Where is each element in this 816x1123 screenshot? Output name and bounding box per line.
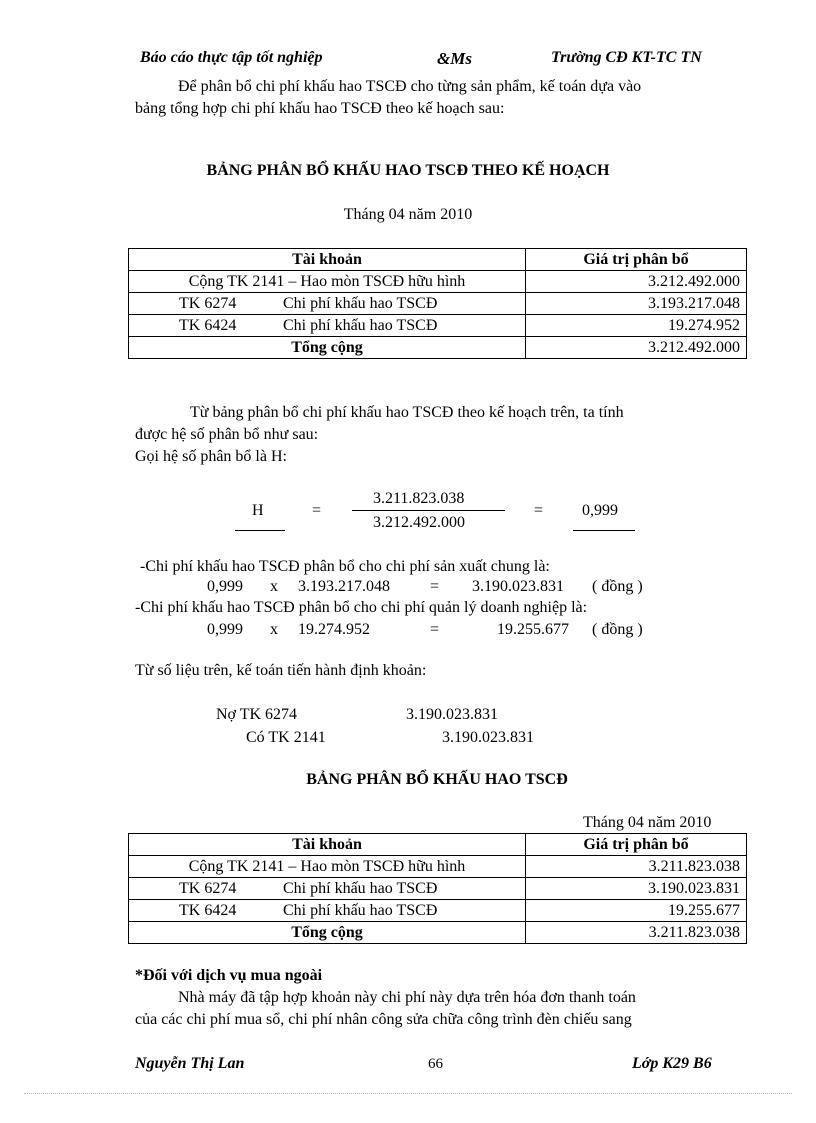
formula-equals-1: = bbox=[312, 502, 322, 519]
table-row bbox=[129, 856, 747, 878]
alloc-item2-x: x bbox=[270, 621, 278, 638]
formula-numerator: 3.211.823.038 bbox=[373, 490, 465, 507]
table2-row3-value: 19.255.677 bbox=[526, 900, 747, 922]
table2 bbox=[128, 833, 747, 944]
services-heading: *Đối với dịch vụ mua ngoài bbox=[135, 967, 323, 984]
table-row bbox=[129, 271, 747, 293]
table1-row1-account: Cộng TK 2141 – Hao mòn TSCĐ hữu hình bbox=[129, 271, 526, 293]
table1-period: Tháng 04 năm 2010 bbox=[343, 206, 473, 223]
alloc-item2-label: -Chi phí khấu hao TSCĐ phân bổ cho chi phí quản lý doanh nghiệp là: bbox=[135, 599, 588, 616]
alloc-item2-base: 19.274.952 bbox=[298, 621, 370, 638]
table1-row3-code: TK 6424 bbox=[179, 317, 237, 334]
formula-result: 0,999 bbox=[582, 502, 618, 519]
header-report-title: Báo cáo thực tập tốt nghiệp bbox=[140, 49, 323, 66]
entry-debit-label: Nợ TK 6274 bbox=[216, 706, 298, 723]
table1-row3-value: 19.274.952 bbox=[526, 315, 747, 337]
table2-row2-desc: Chi phí khấu hao TSCĐ bbox=[283, 880, 438, 897]
table1 bbox=[128, 248, 747, 359]
table2-row2-code: TK 6274 bbox=[179, 880, 237, 897]
intro-line-1: Để phân bổ chi phí khấu hao TSCĐ cho từng sản phẩm, kế toán dựa vào bbox=[178, 78, 642, 95]
alloc-item1-x: x bbox=[270, 578, 278, 595]
calc-line-1: Từ bảng phân bổ chi phí khấu hao TSCĐ theo kế hoạch trên, ta tính bbox=[190, 404, 624, 421]
table1-row2-value: 3.193.217.048 bbox=[526, 293, 747, 315]
table2-row3-code: TK 6424 bbox=[179, 902, 237, 919]
entry-intro: Từ số liệu trên, kế toán tiến hành định khoản: bbox=[135, 662, 427, 679]
alloc-item1-eq: = bbox=[430, 578, 440, 595]
services-line-2: của các chi phí mua sổ, chi phí nhân công sửa chữa công trình đèn chiếu sang bbox=[135, 1011, 632, 1028]
formula-h-underline bbox=[235, 530, 285, 531]
table1-title: BẢNG PHÂN BỔ KHẤU HAO TSCĐ THEO KẾ HOẠCH bbox=[206, 162, 610, 179]
formula-fraction-bar bbox=[352, 510, 505, 511]
alloc-item1-result: 3.190.023.831 bbox=[472, 578, 564, 595]
alloc-item1-base: 3.193.217.048 bbox=[298, 578, 390, 595]
alloc-item1-unit: ( đồng ) bbox=[592, 578, 643, 595]
table1-row3-desc: Chi phí khấu hao TSCĐ bbox=[283, 317, 438, 334]
table1-total-label: Tổng cộng bbox=[129, 337, 526, 359]
footer-page-number: 66 bbox=[428, 1056, 443, 1072]
formula-denominator: 3.212.492.000 bbox=[373, 514, 465, 531]
table1-header-row bbox=[129, 249, 747, 271]
table2-total-label: Tổng cộng bbox=[129, 922, 526, 944]
table1-total-value: 3.212.492.000 bbox=[526, 337, 747, 359]
footer-author: Nguyễn Thị Lan bbox=[135, 1055, 245, 1072]
alloc-item2-eq: = bbox=[430, 621, 440, 638]
alloc-item2-factor: 0,999 bbox=[207, 621, 243, 638]
table1-row2-code: TK 6274 bbox=[179, 295, 237, 312]
formula-result-underline bbox=[573, 530, 635, 531]
table1-row2-desc: Chi phí khấu hao TSCĐ bbox=[283, 295, 438, 312]
formula-equals-2: = bbox=[534, 502, 544, 519]
table2-row2-value: 3.190.023.831 bbox=[526, 878, 747, 900]
table2-row3-account bbox=[129, 900, 526, 922]
table1-col-account: Tài khoản bbox=[129, 249, 526, 271]
table-row bbox=[129, 293, 747, 315]
header-logo: &Ms bbox=[437, 49, 472, 68]
entry-debit-value: 3.190.023.831 bbox=[406, 706, 498, 723]
calc-line-3: Gọi hệ số phân bổ là H: bbox=[135, 448, 287, 465]
intro-line-2: bảng tổng hợp chi phí khấu hao TSCĐ theo kế hoạch sau: bbox=[135, 100, 505, 117]
table1-row2-account bbox=[129, 293, 526, 315]
table2-period: Tháng 04 năm 2010 bbox=[583, 814, 712, 831]
table2-total-row bbox=[129, 922, 747, 944]
table2-row2-account bbox=[129, 878, 526, 900]
alloc-item1-label: -Chi phí khấu hao TSCĐ phân bổ cho chi phí sản xuất chung là: bbox=[140, 558, 550, 575]
entry-credit-value: 3.190.023.831 bbox=[442, 729, 534, 746]
alloc-item2-result: 19.255.677 bbox=[497, 621, 569, 638]
formula-h: H bbox=[252, 502, 264, 519]
table1-row1-value: 3.212.492.000 bbox=[526, 271, 747, 293]
table2-title: BẢNG PHÂN BỔ KHẤU HAO TSCĐ bbox=[306, 771, 568, 788]
header-school: Trường CĐ KT-TC TN bbox=[551, 49, 702, 66]
entry-credit-label: Có TK 2141 bbox=[246, 729, 326, 746]
table1-col-value: Giá trị phân bổ bbox=[526, 249, 747, 271]
alloc-item1-factor: 0,999 bbox=[207, 578, 243, 595]
table1-row3-account bbox=[129, 315, 526, 337]
table1-total-row bbox=[129, 337, 747, 359]
alloc-item2-unit: ( đồng ) bbox=[592, 621, 643, 638]
page-bottom-divider bbox=[24, 1093, 792, 1094]
services-line-1: Nhà máy đã tập hợp khoản này chi phí này dựa trên hóa đơn thanh toán bbox=[178, 989, 636, 1006]
table2-row1-value: 3.211.823.038 bbox=[526, 856, 747, 878]
table-row bbox=[129, 900, 747, 922]
table2-col-account: Tài khoản bbox=[129, 834, 526, 856]
calc-line-2: được hệ số phân bổ như sau: bbox=[135, 426, 319, 443]
table2-row3-desc: Chi phí khấu hao TSCĐ bbox=[283, 902, 438, 919]
table2-header-row bbox=[129, 834, 747, 856]
table2-total-value: 3.211.823.038 bbox=[526, 922, 747, 944]
table2-col-value: Giá trị phân bổ bbox=[526, 834, 747, 856]
table-row bbox=[129, 315, 747, 337]
footer-class: Lớp K29 B6 bbox=[632, 1055, 712, 1072]
table2-row1-account: Cộng TK 2141 – Hao mòn TSCĐ hữu hình bbox=[129, 856, 526, 878]
table-row bbox=[129, 878, 747, 900]
